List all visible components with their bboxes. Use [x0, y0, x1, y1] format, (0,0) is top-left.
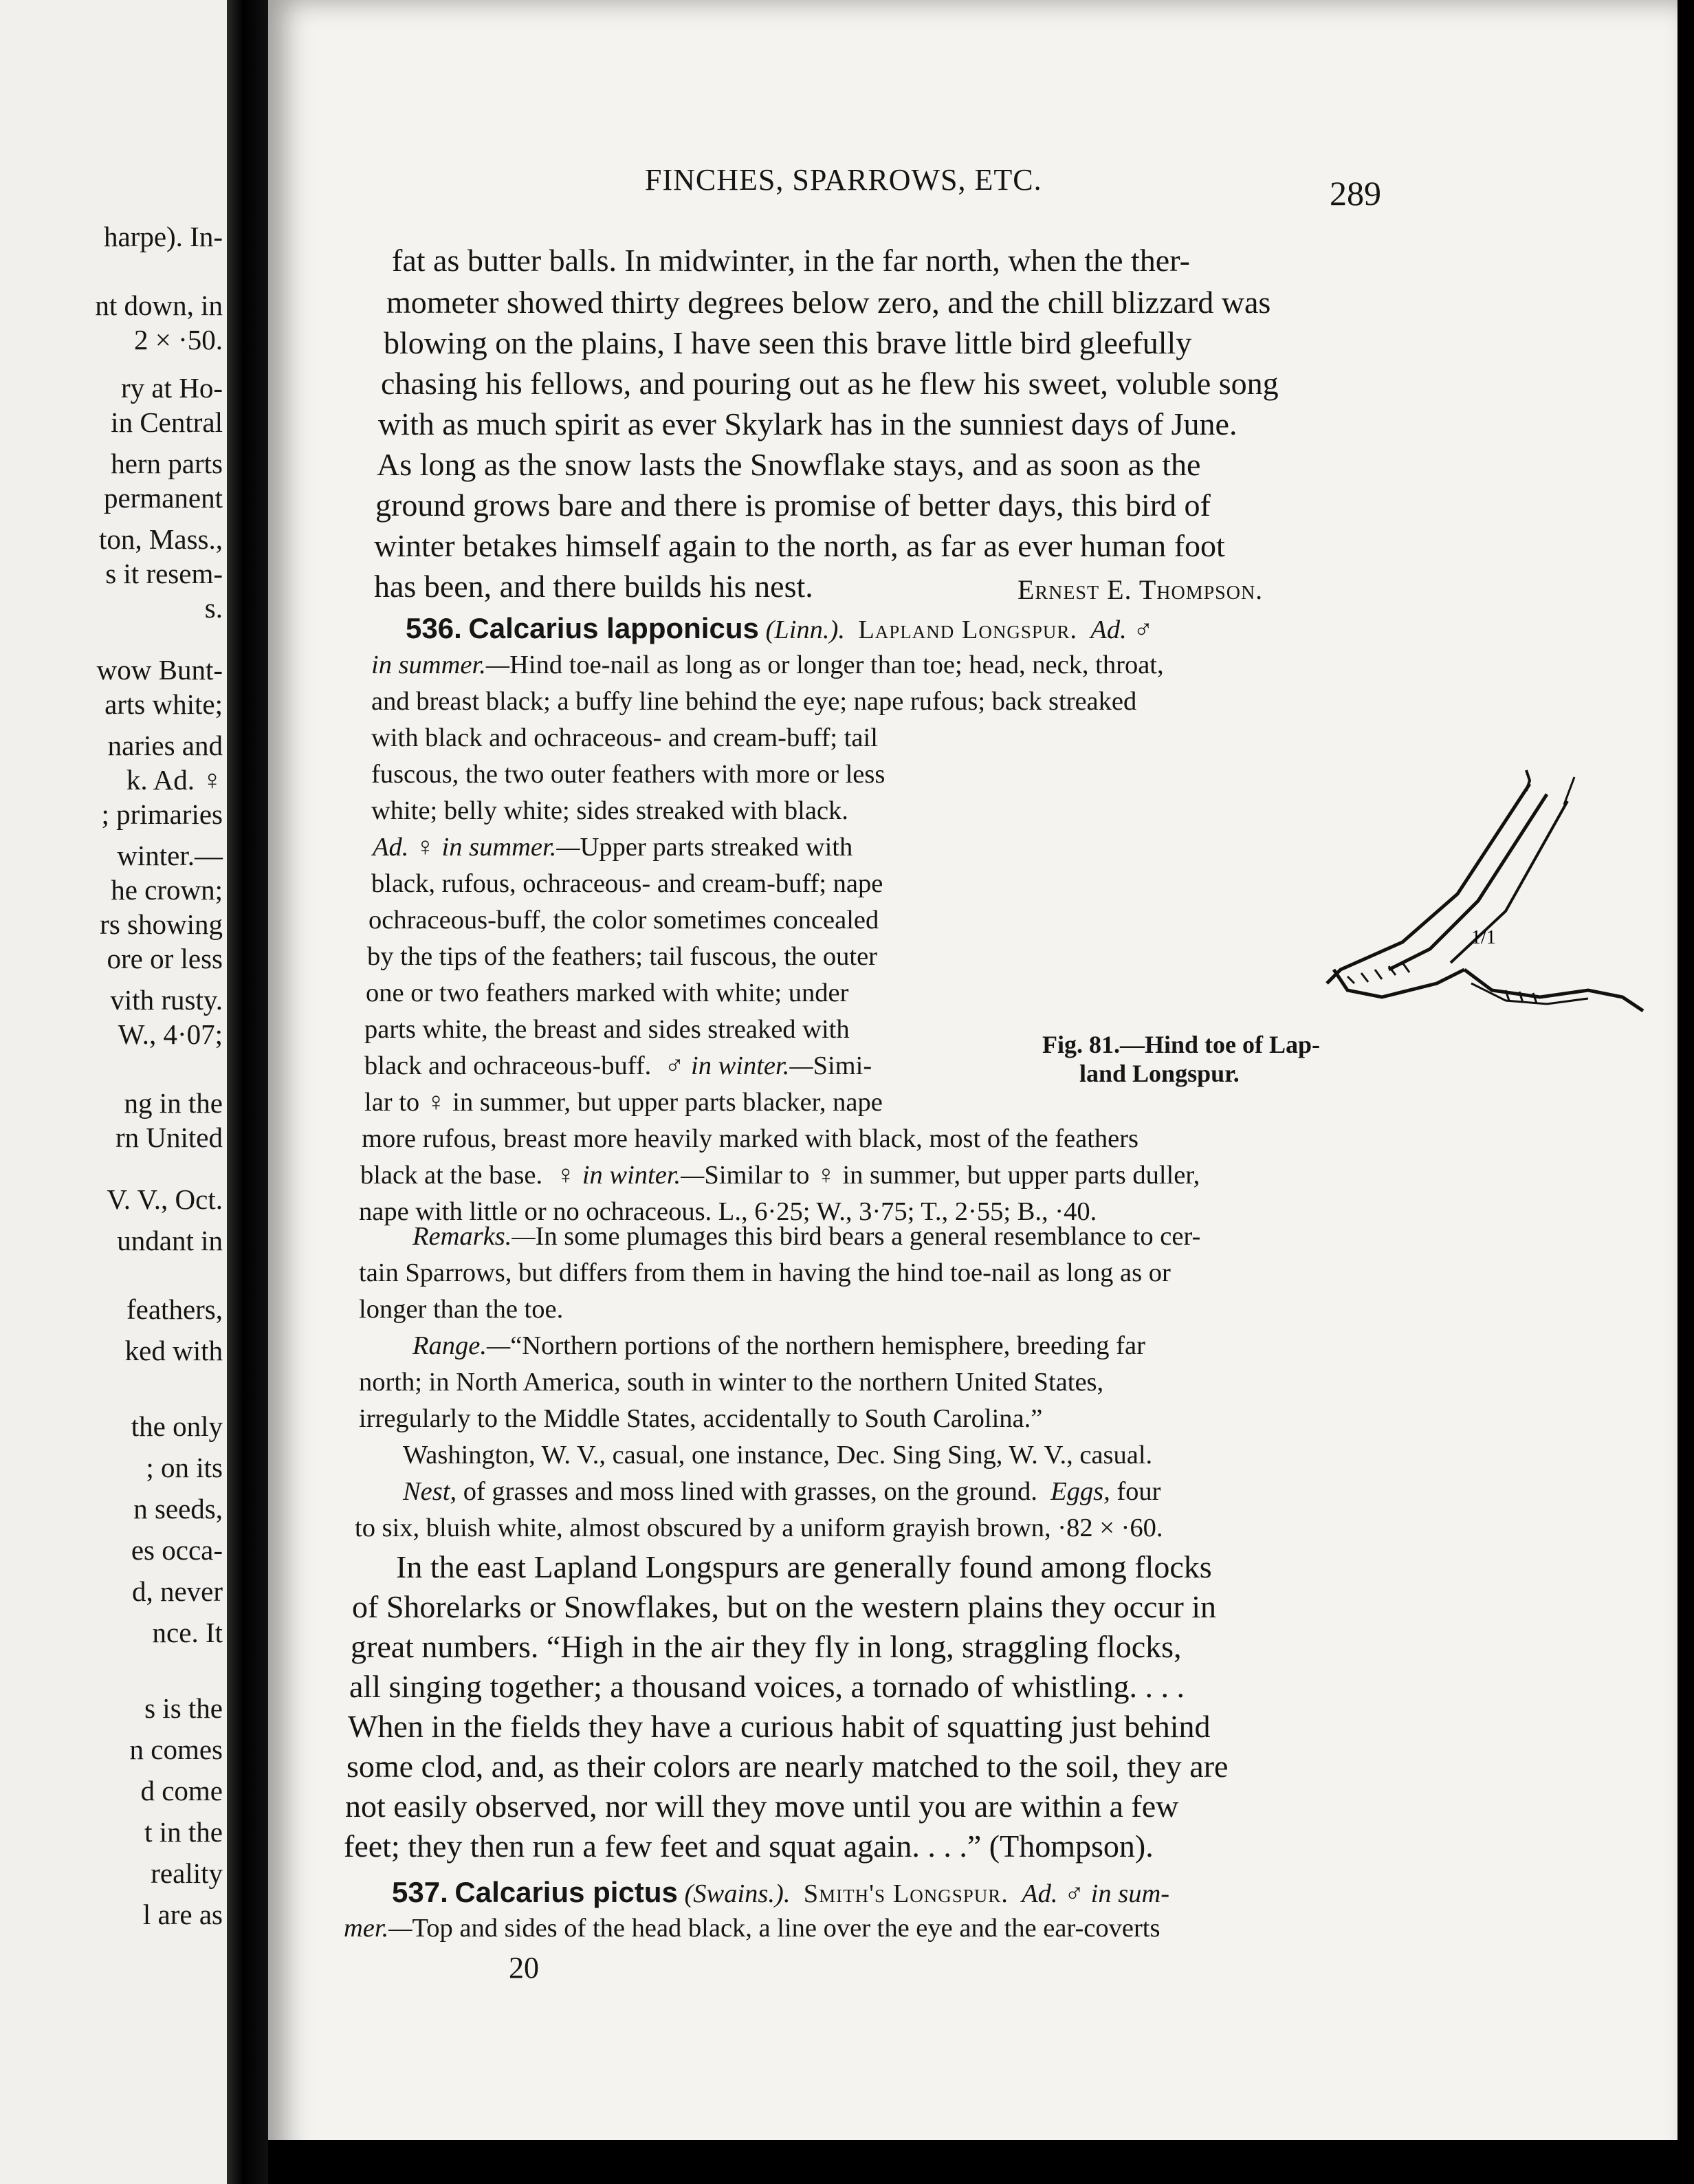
description-line	[371, 650, 1164, 680]
page-edge-shadow	[1678, 0, 1694, 2184]
facing-page-line: n comes	[129, 1734, 223, 1765]
age-label: Ad. ♂	[1022, 1879, 1085, 1908]
facing-page-line: permanent	[103, 482, 223, 514]
male-winter-label: ♂ in winter.—	[664, 1051, 813, 1080]
description-text: Similar to ♀ in summer, but upper parts duller,	[704, 1161, 1200, 1190]
measurements-line: nape with little or no ochraceous. L., 6·25; W., 3·75; T., 2·55; B., ·40.	[359, 1197, 1097, 1226]
facing-page-line: ng in the	[124, 1087, 223, 1119]
description-line: ochraceous-buff, the color sometimes concealed	[368, 906, 879, 935]
facing-page-line: naries and	[107, 730, 223, 761]
facing-page-line: s is the	[144, 1692, 223, 1724]
facing-page-line: ry at Ho-	[120, 372, 223, 404]
running-title: FINCHES, SPARROWS, ETC.	[645, 163, 1042, 197]
description-line	[360, 1160, 1200, 1190]
essay-line: When in the fields they have a curious habit of squatting just behind	[348, 1709, 1211, 1744]
figure-caption: land Longspur.	[1079, 1060, 1240, 1087]
intro-line: with as much spirit as ever Skylark has in the sunniest days of June.	[378, 406, 1238, 441]
nest-line	[403, 1476, 1160, 1507]
description-text: black and ochraceous-buff.	[364, 1051, 652, 1080]
intro-line: ground grows bare and there is promise of better days, this bird of	[375, 488, 1211, 523]
records-line: Washington, W. V., casual, one instance, Dec. Sing Sing, W. V., casual.	[403, 1441, 1153, 1470]
description-line: parts white, the breast and sides streaked with	[364, 1015, 850, 1044]
intro-line: blowing on the plains, I have seen this brave little bird gleefully	[384, 325, 1192, 360]
figure-caption: Fig. 81.—Hind toe of Lap-	[1042, 1031, 1321, 1058]
species-scientific-name: Calcarius lapponicus	[468, 612, 759, 644]
range-label: Range.—	[412, 1331, 511, 1360]
remarks-label: Remarks.—	[412, 1222, 536, 1251]
facing-page-line: s.	[204, 592, 223, 624]
facing-page-line: l are as	[142, 1899, 223, 1930]
description-line	[373, 832, 852, 862]
description-line: by the tips of the feathers; tail fuscous, the outer	[367, 942, 877, 971]
signature-mark: 20	[509, 1951, 539, 1985]
season-label: mer.—	[344, 1914, 412, 1943]
essay-line: of Shorelarks or Snowflakes, but on the western plains they occur in	[352, 1589, 1217, 1624]
remarks-text: In some plumages this bird bears a general resemblance to cer-	[535, 1222, 1201, 1251]
facing-page-line: ore or less	[107, 943, 223, 974]
intro-line: mometer showed thirty degrees below zero, and the chill blizzard was	[386, 285, 1271, 320]
facing-page-line: ked with	[124, 1335, 223, 1366]
facing-page-line: in Central	[111, 406, 223, 438]
facing-page-line: reality	[151, 1857, 223, 1889]
facing-page-line: arts white;	[104, 688, 223, 720]
facing-page-line: V. V., Oct.	[107, 1183, 223, 1215]
species-536-heading	[406, 612, 1153, 645]
facing-page-line: W., 4·07;	[118, 1018, 223, 1050]
species-common-name: Smith's Longspur.	[803, 1879, 1009, 1908]
facing-page-line: rn United	[116, 1122, 223, 1153]
description-line: fuscous, the two outer feathers with more or less	[371, 760, 886, 789]
nest-label: Nest,	[403, 1477, 457, 1506]
description-text: Top and sides of the head black, a line over the eye and the ear-coverts	[412, 1914, 1160, 1943]
page-bottom-shadow	[268, 2140, 1678, 2184]
age-label: Ad. ♂	[1090, 615, 1154, 644]
facing-page-line: undant in	[117, 1225, 223, 1256]
facing-page-fragment	[0, 0, 227, 2184]
facing-page-line: d, never	[131, 1575, 223, 1607]
species-authority: (Swains.).	[684, 1879, 791, 1908]
facing-page-line: es occa-	[131, 1534, 223, 1566]
hind-toe-illustration	[1299, 763, 1657, 1031]
facing-page-line: s it resem-	[105, 558, 223, 589]
intro-signature: Ernest E. Thompson.	[1018, 574, 1264, 605]
female-summer-label: Ad. ♀ in summer.—	[373, 833, 580, 862]
description-line: white; belly white; sides streaked with black.	[371, 796, 848, 825]
intro-line: chasing his fellows, and pouring out as he flew his sweet, voluble song	[381, 366, 1279, 401]
facing-page-line: 2 × ·50.	[133, 324, 223, 356]
page-number: 289	[1330, 174, 1381, 212]
facing-page-line: k. Ad. ♀	[126, 764, 223, 796]
species-number: 537.	[392, 1876, 448, 1908]
season-label: in sum-	[1090, 1879, 1170, 1908]
page-289	[268, 0, 1678, 2184]
essay-line: feet; they then run a few feet and squat again. . . .” (Thompson).	[344, 1828, 1154, 1864]
range-line	[412, 1331, 1145, 1361]
facing-page-line: nt down, in	[95, 290, 223, 321]
nest-text: of grasses and moss lined with grasses, on the ground.	[463, 1477, 1037, 1506]
species-537-heading	[392, 1876, 1169, 1909]
intro-line: fat as butter balls. In midwinter, in the far north, when the ther-	[392, 243, 1190, 278]
range-line: irregularly to the Middle States, accidentally to South Carolina.”	[359, 1404, 1043, 1433]
eggs-text: four	[1116, 1477, 1161, 1506]
species-authority: (Linn.).	[765, 615, 845, 644]
essay-line: great numbers. “High in the air they fly in long, straggling flocks,	[351, 1629, 1182, 1664]
species-number: 536.	[406, 612, 462, 644]
essay-line: all singing together; a thousand voices, a tornado of whistling. . . .	[349, 1669, 1185, 1704]
eggs-label: Eggs,	[1050, 1477, 1110, 1506]
species-common-name: Lapland Longspur.	[858, 615, 1078, 644]
facing-page-line: he crown;	[111, 874, 223, 906]
facing-page-line: n seeds,	[133, 1493, 223, 1525]
species-scientific-name: Calcarius pictus	[454, 1876, 678, 1908]
essay-line: In the east Lapland Longspurs are generally found among flocks	[396, 1549, 1212, 1584]
range-line: north; in North America, south in winter to the northern United States,	[359, 1368, 1104, 1397]
facing-page-line: t in the	[144, 1816, 223, 1848]
intro-line: As long as the snow lasts the Snowflake stays, and as soon as the	[377, 447, 1201, 482]
facing-page-line: vith rusty.	[110, 984, 223, 1016]
remarks-line: tain Sparrows, but differs from them in having the hind toe-nail as long as or	[359, 1258, 1171, 1287]
description-text: Upper parts streaked with	[580, 833, 853, 862]
facing-page-line: ; on its	[146, 1452, 223, 1483]
facing-page-line: wow Bunt-	[96, 654, 223, 686]
description-line: lar to ♀ in summer, but upper parts blacker, nape	[364, 1088, 883, 1117]
facing-page-line: winter.—	[117, 840, 223, 871]
facing-page-line: ton, Mass.,	[99, 523, 223, 555]
book-gutter	[227, 0, 268, 2184]
description-line: black, rufous, ochraceous- and cream-buff; nape	[371, 869, 883, 898]
description-line	[364, 1051, 872, 1081]
remarks-line: longer than the toe.	[359, 1295, 564, 1324]
description-text: black at the base.	[360, 1161, 543, 1190]
description-line: with black and ochraceous- and cream-buff; tail	[371, 723, 878, 752]
nest-line: to six, bluish white, almost obscured by a uniform grayish brown, ·82 × ·60.	[355, 1514, 1163, 1542]
facing-page-line: nce. It	[152, 1617, 223, 1648]
essay-line: some clod, and, as their colors are nearly matched to the soil, they are	[346, 1749, 1229, 1784]
description-line: and breast black; a buffy line behind the eye; nape rufous; back streaked	[371, 687, 1137, 716]
remarks-line	[412, 1221, 1200, 1252]
description-line: one or two feathers marked with white; under	[366, 979, 849, 1007]
facing-page-line: hern parts	[111, 448, 223, 479]
description-line	[344, 1913, 1160, 1943]
season-label: in summer.—	[371, 651, 510, 679]
range-text: “Northern portions of the northern hemisphere, breeding far	[510, 1331, 1145, 1360]
facing-page-line: d come	[140, 1775, 223, 1806]
description-line: more rufous, breast more heavily marked with black, most of the feathers	[362, 1124, 1139, 1153]
essay-line: not easily observed, nor will they move until you are within a few	[345, 1789, 1179, 1824]
facing-page-line: ; primaries	[101, 798, 223, 830]
facing-page-line: the only	[131, 1410, 223, 1442]
facing-page-line: feathers,	[126, 1293, 223, 1325]
scale-label: 1/1	[1471, 927, 1496, 948]
female-winter-label: ♀ in winter.—	[556, 1161, 705, 1190]
description-text: Hind toe-nail as long as or longer than toe; head, neck, throat,	[509, 651, 1164, 679]
description-text: Simi-	[813, 1051, 872, 1080]
facing-page-line: harpe). In-	[103, 221, 223, 252]
intro-line: has been, and there builds his nest.	[374, 569, 813, 604]
intro-line: winter betakes himself again to the north, as far as ever human foot	[374, 528, 1225, 563]
facing-page-line: rs showing	[100, 908, 223, 940]
